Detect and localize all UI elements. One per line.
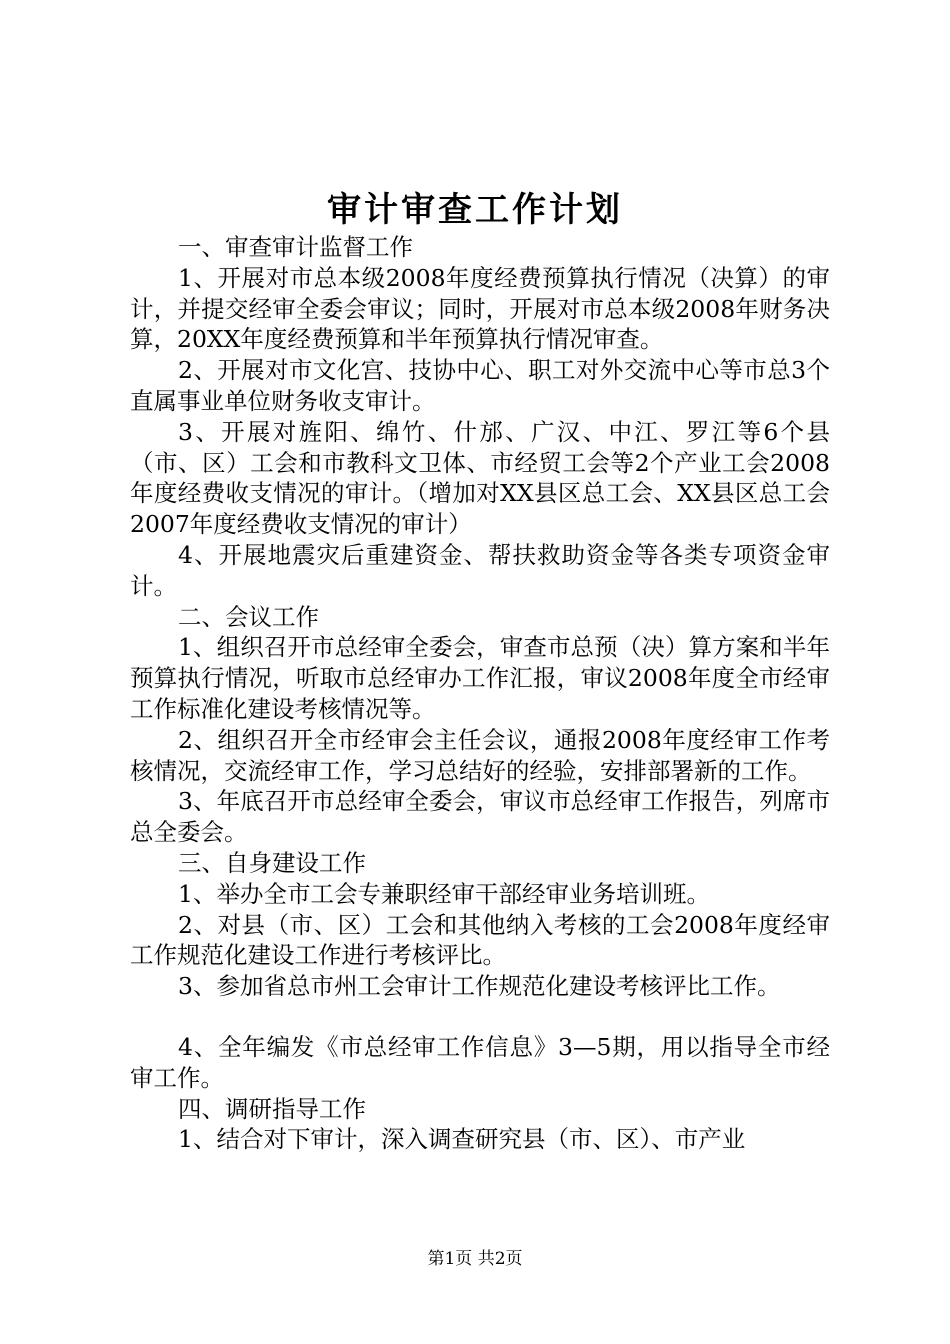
paragraph: 2、对县（市、区）工会和其他纳入考核的工会2008年度经审工作规范化建设工作进行考核评比。 <box>130 910 830 970</box>
paragraph: 4、开展地震灾后重建资金、帮扶救助资金等各类专项资金审计。 <box>130 540 830 600</box>
paragraph: 2、开展对市文化宫、技协中心、职工对外交流中心等市总3个直属事业单位财务收支审计。 <box>130 356 830 415</box>
paragraph: 3、参加省总市州工会审计工作规范化建设考核评比工作。 <box>178 972 781 1001</box>
document-body <box>130 232 830 1155</box>
section-heading: 三、自身建设工作 <box>178 848 366 877</box>
document-title: 审计审查工作计划 <box>327 190 623 230</box>
paragraph: 3、开展对旌阳、绵竹、什邡、广汉、中江、罗江等6个县（市、区）工会和市教科文卫体、市经贸工会等2个产业工会2008年度经费收支情况的审计。（增加对XX县区总工会、XX县区总工会2007年度经费收支情况的审计） <box>130 417 830 539</box>
paragraph: 1、结合对下审计，深入调查研究县（市、区）、市产业 <box>178 1125 746 1154</box>
paragraph: 1、开展对市总本级2008年度经费预算执行情况（决算）的审计，并提交经审全委会审议；同时，开展对市总本级2008年财务决算，20XX年度经费预算和半年预算执行情况审查。 <box>130 263 830 354</box>
paragraph: 4、全年编发《市总经审工作信息》3—5期，用以指导全市经审工作。 <box>130 1032 830 1092</box>
paragraph: 1、组织召开市总经审全委会，审查市总预（决）算方案和半年预算执行情况，听取市总经审办工作汇报，审议2008年度全市经审工作标准化建设考核情况等。 <box>130 633 830 723</box>
page-footer: 第1页 共2页 <box>427 1249 523 1269</box>
blank-line <box>130 1002 830 1032</box>
section-heading: 四、调研指导工作 <box>178 1094 366 1123</box>
paragraph: 2、组织召开全市经审会主任会议，通报2008年度经审工作考核情况，交流经审工作，学习总结好的经验，安排部署新的工作。 <box>130 725 830 785</box>
paragraph: 3、年底召开市总经审全委会，审议市总经审工作报告，列席市总全委会。 <box>130 787 830 847</box>
section-heading: 一、审查审计监督工作 <box>178 233 413 261</box>
section-heading: 二、会议工作 <box>178 602 319 631</box>
paragraph: 1、举办全市工会专兼职经审干部经审业务培训班。 <box>178 879 710 908</box>
